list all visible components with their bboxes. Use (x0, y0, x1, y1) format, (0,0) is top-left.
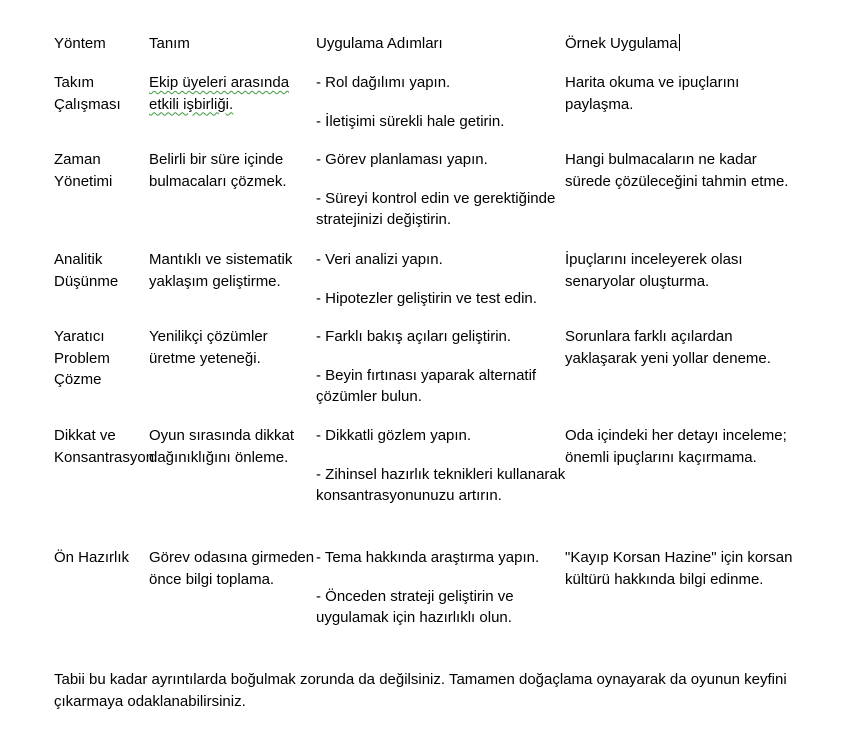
row-6-method: Ön Hazırlık (54, 549, 130, 566)
row-3-definition: Mantıklı ve sistematik yaklaşım geliştirme. (149, 251, 293, 290)
row-1-step-1: - Rol dağılımı yapın. (316, 74, 451, 91)
header-definition: Tanım (149, 35, 190, 52)
row-2-step-1: - Görev planlaması yapın. (316, 151, 488, 168)
row-2-step-2: - Süreyi kontrol edin ve gerektiğinde stratejinizi değiştirin. (316, 189, 556, 228)
row-1-step-2: - İletişimi sürekli hale getirin. (316, 112, 505, 130)
row-6-step-2: - Önceden strateji geliştirin ve uygulamak için hazırlıklı olun. (316, 587, 514, 626)
header-method: Yöntem (54, 35, 106, 52)
row-4-example: Sorunlara farklı açılardan yaklaşarak yeni yollar deneme. (565, 328, 771, 367)
text-cursor (679, 34, 680, 51)
row-5-step-2: - Zihinsel hazırlık teknikleri kullanarak konsantrasyonunuzu artırın. (316, 465, 566, 504)
row-2-steps (316, 149, 566, 231)
row-6-definition: Görev odasına girmeden önce bilgi toplama. (149, 549, 315, 588)
row-4-step-1: - Farklı bakış açıları geliştirin. (316, 328, 512, 345)
row-2-definition: Belirli bir süre içinde bulmacaları çözmek. (149, 151, 287, 190)
row-5-method: Dikkat ve Konsantrasyon (54, 427, 155, 466)
row-2-example: Hangi bulmacaların ne kadar sürede çözüleceğini tahmin etme. (565, 151, 789, 190)
row-4-method: Yaratıcı Problem Çözme (54, 328, 110, 388)
row-5-example: Oda içindeki her detayı inceleme; önemli ipuçlarını kaçırmama. (565, 427, 787, 466)
row-3-step-1: - Veri analizi yapın. (316, 251, 443, 268)
row-4-definition: Yenilikçi çözümler üretme yeteneği. (149, 328, 268, 367)
row-3-step-2: - Hipotezler geliştirin ve test edin. (316, 289, 537, 307)
row-6-example: "Kayıp Korsan Hazine" için korsan kültürü hakkında bilgi edinme. (565, 549, 793, 588)
row-5-steps (316, 425, 566, 507)
row-4-step-2: - Beyin fırtınası yaparak alternatif çözümler bulun. (316, 366, 537, 405)
row-1-steps (316, 72, 566, 132)
row-1-definition: Ekip üyeleri arasında etkili işbirliği. (149, 74, 290, 113)
row-3-steps (316, 249, 566, 309)
footer-paragraph: Tabii bu kadar ayrıntılarda boğulmak zorunda da değilsiniz. Tamamen doğaçlama oynayarak da oyunun keyfini çıkarmaya odaklanabilirsiniz. (54, 671, 787, 710)
row-1-method: Takım Çalışması (54, 74, 121, 113)
row-3-example: İpuçlarını inceleyerek olası senaryolar oluşturma. (565, 251, 743, 290)
row-6-steps (316, 547, 566, 629)
row-3-method: Analitik Düşünme (54, 251, 119, 290)
header-example: Örnek Uygulama (565, 35, 678, 52)
row-5-step-1: - Dikkatli gözlem yapın. (316, 427, 472, 444)
row-2-method: Zaman Yönetimi (54, 151, 113, 190)
row-4-steps (316, 326, 566, 408)
row-1-example: Harita okuma ve ipuçlarını paylaşma. (565, 74, 740, 113)
row-1-definition-wrap (149, 72, 316, 115)
row-6-step-1: - Tema hakkında araştırma yapın. (316, 549, 540, 566)
row-5-definition: Oyun sırasında dikkat dağınıklığını önleme. (149, 427, 295, 466)
header-example-wrap (565, 33, 795, 55)
header-steps: Uygulama Adımları (316, 35, 443, 52)
